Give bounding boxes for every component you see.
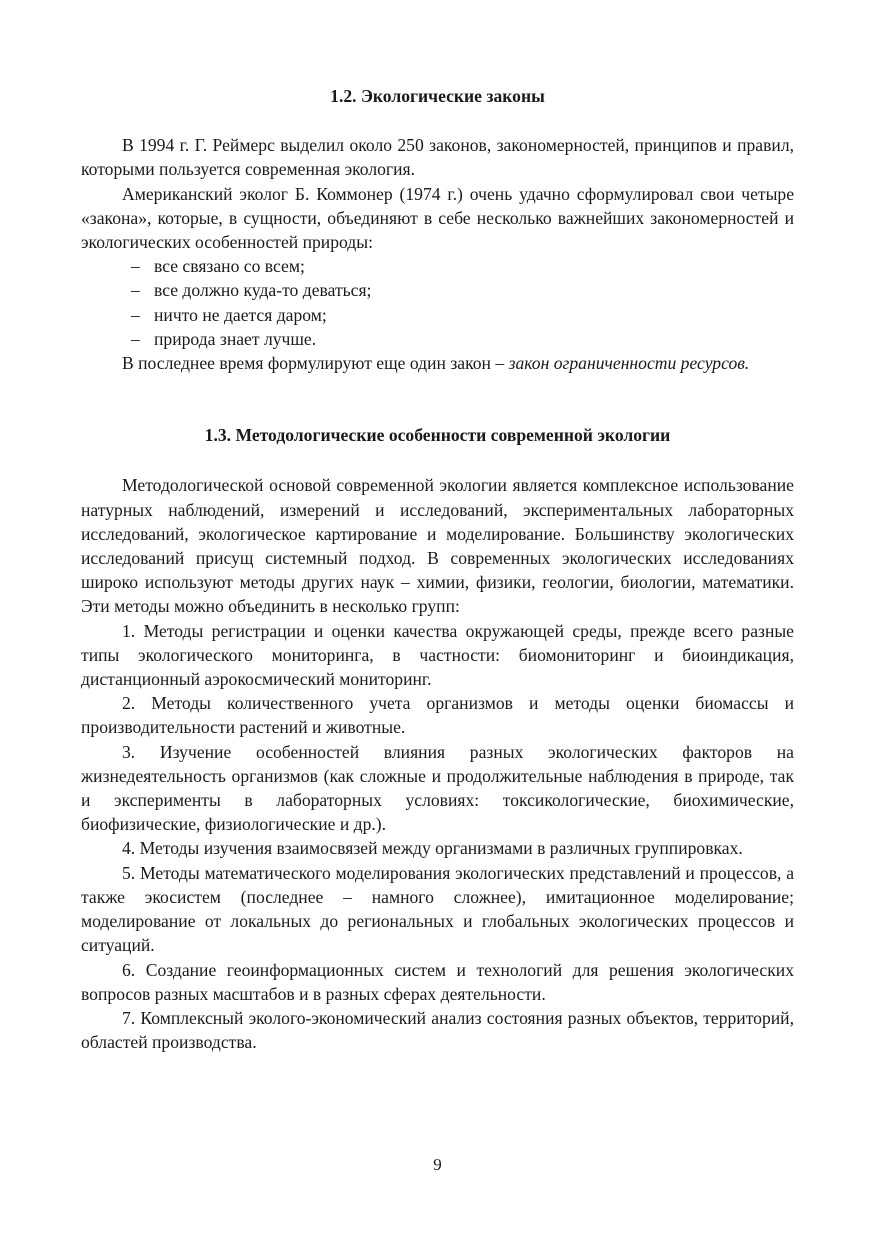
- paragraph-reimers: В 1994 г. Г. Реймерс выделил около 250 законов, закономерностей, принципов и правил, которыми пользуется современная экология.: [81, 135, 794, 180]
- list-item: – все связано со всем;: [131, 254, 794, 278]
- method-item: 2. Методы количественного учета организмов и методы оценки биомассы и производительности растений и животные.: [81, 693, 794, 738]
- method-item: 6. Создание геоинформационных систем и технологий для решения экологических вопросов разных масштабов и в разных сферах деятельности.: [81, 959, 794, 1004]
- list-item: – все должно куда-то деваться;: [131, 278, 794, 302]
- list-item: – природа знает лучше.: [131, 327, 794, 351]
- method-item: 3. Изучение особенностей влияния разных экологических факторов на жизнедеятельность организмов (как сложные и продолжительные наблюдения в природе, так и эксперименты в лабораторных условиях: токсикологические, биохимические, биофизические, физиологические и др.).: [81, 741, 794, 835]
- section-heading-ecological-laws: 1.2. Экологические законы: [330, 86, 545, 106]
- method-item: 7. Комплексный эколого-экономический анализ состояния разных объектов, территорий, областей производства.: [81, 1007, 794, 1053]
- method-item: 1. Методы регистрации и оценки качества окружающей среды, прежде всего разные типы экологического мониторинга, в частности: биомониторинг и биоиндикация, дистанционный аэрокосмический мониторинг.: [81, 620, 794, 690]
- page-number: 9: [433, 1155, 442, 1174]
- list-item: – ничто не дается даром;: [131, 303, 794, 327]
- method-item: 5. Методы математического моделирования экологических представлений и процессов, а также экосистем (последнее – намного сложнее), имитационное моделирование; моделирование от локальных до региональных и глобальных экологических процессов и ситуаций.: [81, 862, 794, 956]
- section-heading-methodology: 1.3. Методологические особенности современной экологии: [204, 425, 671, 446]
- method-item: 4. Методы изучения взаимосвязей между организмами в различных группировках.: [122, 838, 743, 859]
- paragraph-methodology-intro: Методологической основой современной экологии является комплексное использование натурных наблюдений, измерений и исследований, экспериментальных лабораторных исследований, экологическое картирование и моделирование. Большинству экологических исследований присущ системный подход. В современных экологических исследованиях широко используют методы других наук – химии, физики, геологии, биологии, математики. Эти методы можно объединить в несколько групп:: [81, 475, 794, 617]
- commoner-laws-list: [81, 254, 794, 351]
- resource-law-italic: закон ограниченности ресурсов.: [508, 353, 750, 374]
- page-body: [81, 84, 794, 1054]
- resource-law-text: В последнее время формулируют еще один закон –: [122, 353, 509, 374]
- paragraph-commoner: Американский эколог Б. Коммонер (1974 г.) очень удачно сформулировал свои четыре «закона», которые, в сущности, объединяют в себе несколько важнейших закономерностей и экологических особенностей природы:: [81, 183, 794, 253]
- paragraph-resource-law: [81, 351, 794, 375]
